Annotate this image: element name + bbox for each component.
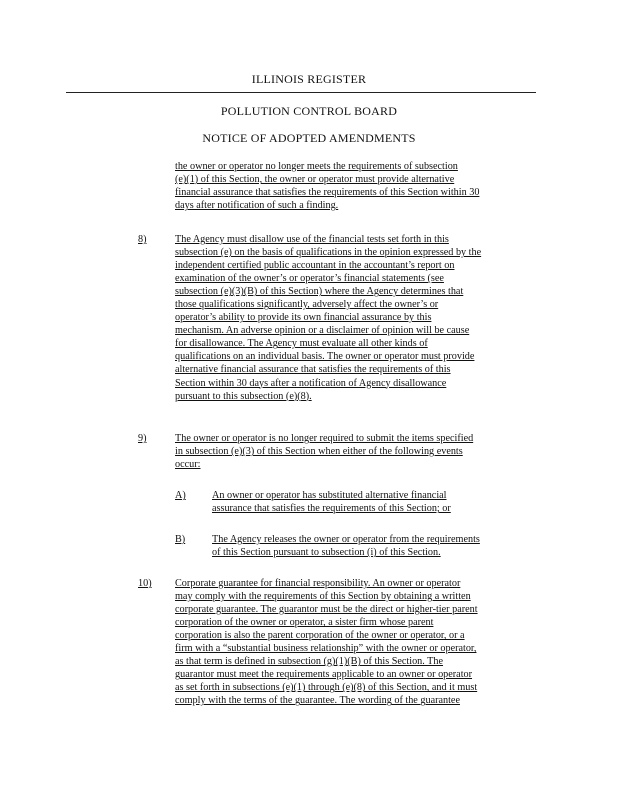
text-line: The Agency releases the owner or operator from the requirements: [212, 534, 480, 545]
text-line: comply with the terms of the guarantee. The wording of the guarantee: [175, 695, 460, 707]
item-9b-paragraph: [212, 533, 537, 559]
item-9b-label: B): [175, 534, 186, 545]
text-line: of this Section pursuant to subsection (i) of this Section.: [212, 547, 441, 559]
text-line: as set forth in subsections (e)(1) through (e)(8) of this Section, and it must: [175, 682, 478, 694]
text-line: alternative financial assurance that satisfies the requirements of this: [175, 364, 451, 376]
text-line: subsection (e) on the basis of qualifications in the opinion expressed by the: [175, 247, 482, 259]
text-line: guarantor must meet the requirements applicable to an owner or operator: [175, 669, 473, 681]
text-line: pursuant to this subsection (e)(8).: [175, 390, 312, 402]
text-line: for disallowance. The Agency must evaluate all other kinds of: [175, 338, 428, 350]
continuation-paragraph: [175, 160, 535, 212]
text-line: may comply with the requirements of this Section by obtaining a written: [175, 591, 471, 603]
text-line: (e)(1) of this Section, the owner or operator must provide alternative: [175, 174, 455, 186]
item-10-number: 10): [138, 578, 152, 589]
text-line: corporation is also the parent corporation of the owner or operator, or a: [175, 630, 465, 642]
text-line: The Agency must disallow use of the financial tests set forth in this: [175, 234, 449, 245]
item-10-paragraph: [175, 577, 537, 707]
notice-title: NOTICE OF ADOPTED AMENDMENTS: [202, 131, 416, 145]
text-line: examination of the owner’s or operator’s financial statements (see: [175, 273, 444, 285]
text-line: mechanism. An adverse opinion or a disclaimer of opinion will be cause: [175, 325, 470, 337]
text-line: operator’s ability to provide its own financial assurance by this: [175, 312, 432, 324]
item-9a-label: A): [175, 490, 186, 501]
register-title: ILLINOIS REGISTER: [251, 72, 367, 86]
text-line: days after notification of such a finding.: [175, 200, 339, 212]
item-9-paragraph: [175, 432, 537, 471]
text-line: the owner or operator no longer meets the requirements of subsection: [175, 161, 458, 172]
text-line: Corporate guarantee for financial responsibility. An owner or operator: [175, 578, 461, 589]
text-line: corporate guarantee. The guarantor must be the direct or higher-tier parent: [175, 604, 478, 616]
text-line: firm with a “substantial business relationship” with the owner or operator,: [175, 643, 477, 655]
header-rule: [66, 92, 536, 93]
text-line: An owner or operator has substituted alternative financial: [212, 490, 447, 501]
text-line: corporation of the owner or operator, a sister firm whose parent: [175, 617, 434, 629]
item-9a-paragraph: [212, 489, 537, 515]
text-line: qualifications on an individual basis. The owner or operator must provide: [175, 351, 475, 363]
text-line: independent certified public accountant in the accountant’s report on: [175, 260, 455, 272]
text-line: The owner or operator is no longer required to submit the items specified: [175, 433, 474, 444]
item-9-number: 9): [138, 433, 147, 444]
text-line: those qualifications significantly, adversely affect the owner’s or: [175, 299, 439, 311]
item-8-number: 8): [138, 234, 147, 245]
text-line: assurance that satisfies the requirements of this Section; or: [212, 503, 451, 515]
board-title: POLLUTION CONTROL BOARD: [220, 104, 398, 118]
text-line: as that term is defined in subsection (g)(1)(B) of this Section. The: [175, 656, 444, 668]
text-line: occur:: [175, 459, 201, 471]
text-line: financial assurance that satisfies the requirements of this Section within 30: [175, 187, 480, 199]
text-line: subsection (e)(3)(B) of this Section) where the Agency determines that: [175, 286, 464, 298]
item-8-paragraph: [175, 233, 537, 403]
text-line: Section within 30 days after a notification of Agency disallowance: [175, 377, 447, 389]
text-line: in subsection (e)(3) of this Section when either of the following events: [175, 446, 463, 458]
